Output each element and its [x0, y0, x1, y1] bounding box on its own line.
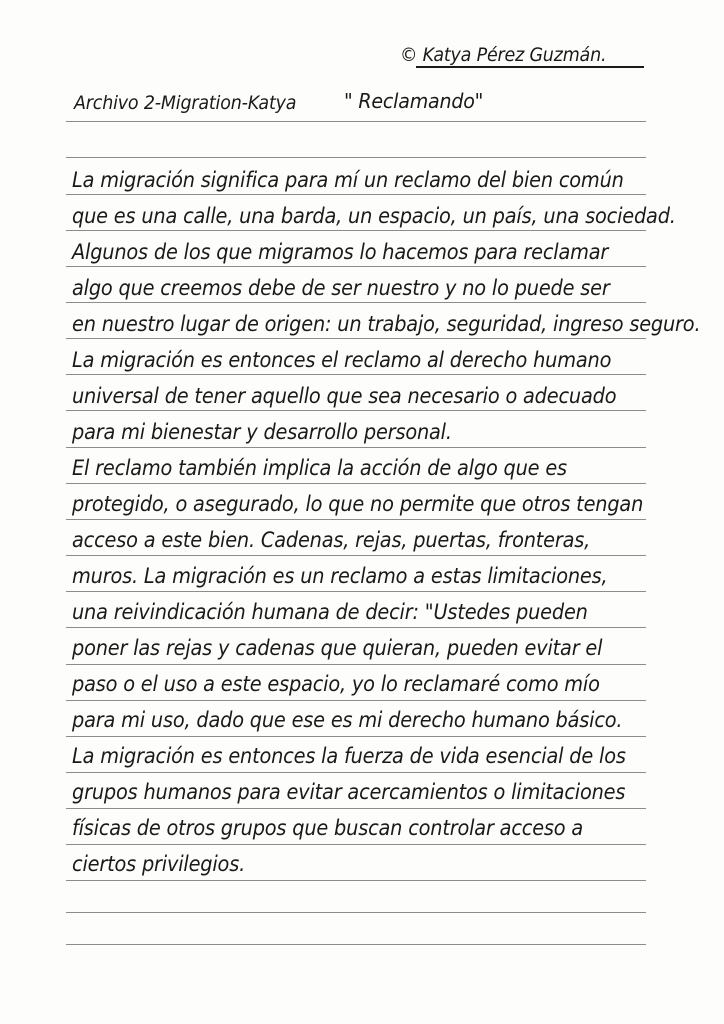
- ruled-line: [66, 266, 646, 267]
- signature-underline: [416, 66, 644, 68]
- ruled-line: [66, 627, 646, 628]
- ruled-line: [66, 194, 646, 195]
- copyright-signature: © Katya Pérez Guzmán.: [400, 44, 607, 66]
- ruled-line: [66, 157, 646, 158]
- ruled-line: [66, 483, 646, 484]
- text-line: El reclamo también implica la acción de algo que es: [72, 456, 567, 480]
- ruled-line: [66, 880, 646, 881]
- text-line: protegido, o asegurado, lo que no permite que otros tengan: [72, 492, 644, 516]
- text-line: para mi uso, dado que ese es mi derecho humano básico.: [72, 708, 623, 732]
- ruled-line: [66, 944, 646, 945]
- text-line: una reivindicación humana de decir: "Ustedes pueden: [72, 600, 588, 624]
- text-line: Algunos de los que migramos lo hacemos para reclamar: [72, 240, 609, 264]
- page-title: " Reclamando": [344, 89, 484, 113]
- text-line: grupos humanos para evitar acercamientos o limitaciones: [72, 780, 626, 804]
- ruled-line: [66, 230, 646, 231]
- text-line: que es una calle, una barda, un espacio, un país, una sociedad.: [72, 204, 676, 228]
- ruled-line: [66, 447, 646, 448]
- ruled-line: [66, 121, 646, 122]
- ruled-line: [66, 519, 646, 520]
- text-line: físicas de otros grupos que buscan controlar acceso a: [72, 816, 584, 840]
- text-line: muros. La migración es un reclamo a estas limitaciones,: [72, 564, 608, 588]
- text-line: algo que creemos debe de ser nuestro y no lo puede ser: [72, 276, 610, 300]
- text-line: poner las rejas y cadenas que quieran, pueden evitar el: [72, 636, 603, 660]
- text-line: ciertos privilegios.: [72, 852, 246, 876]
- ruled-line: [66, 555, 646, 556]
- text-line: paso o el uso a este espacio, yo lo reclamaré como mío: [72, 672, 600, 696]
- ruled-line: [66, 664, 646, 665]
- text-line: La migración es entonces la fuerza de vida esencial de los: [72, 744, 626, 768]
- ruled-line: [66, 912, 646, 913]
- text-line: universal de tener aquello que sea necesario o adecuado: [72, 384, 617, 408]
- ruled-line: [66, 808, 646, 809]
- ruled-line: [66, 772, 646, 773]
- archive-label: Archivo 2-Migration-Katya: [74, 92, 297, 114]
- ruled-line: [66, 410, 646, 411]
- ruled-line: [66, 591, 646, 592]
- ruled-line: [66, 374, 646, 375]
- ruled-line: [66, 736, 646, 737]
- ruled-line: [66, 844, 646, 845]
- text-line: La migración significa para mí un reclamo del bien común: [72, 168, 624, 192]
- text-line: acceso a este bien. Cadenas, rejas, puertas, fronteras,: [72, 528, 591, 552]
- text-line: para mi bienestar y desarrollo personal.: [72, 420, 452, 444]
- text-line: en nuestro lugar de origen: un trabajo, seguridad, ingreso seguro.: [72, 312, 701, 336]
- ruled-line: [66, 302, 646, 303]
- ruled-line: [66, 338, 646, 339]
- text-line: La migración es entonces el reclamo al derecho humano: [72, 348, 612, 372]
- ruled-line: [66, 700, 646, 701]
